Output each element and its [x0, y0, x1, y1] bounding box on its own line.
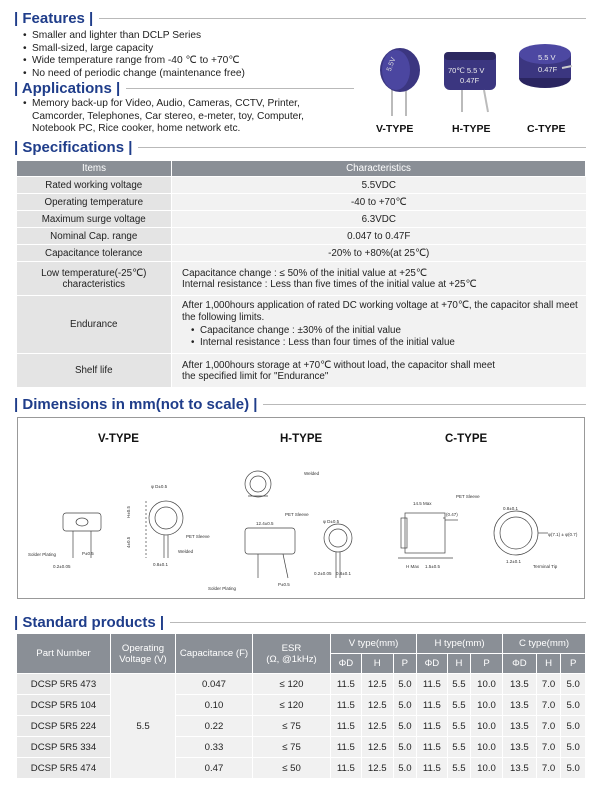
features-list [22, 30, 352, 80]
c-note: PET Sleeve [456, 494, 480, 499]
table-row [17, 211, 586, 228]
h-note: 0.2±0.05 [314, 571, 332, 576]
header-items: Items [17, 161, 172, 177]
table-cell: 5.5 [447, 716, 470, 737]
table-cell: DCSP 5R5 104 [17, 695, 111, 716]
c-note: 1.5±0.5 [425, 564, 440, 569]
table-cell: 12.5 [361, 695, 393, 716]
v-type-capacitor-image [380, 48, 420, 116]
list-item: • Wide temperature range from -40 ℃ to +70℃ [22, 55, 352, 68]
table-cell: Capacitance change : ≤ 50% of the initial value at +25℃ Internal resistance : Less than five times of the initial value at +25℃ [172, 262, 586, 296]
c-note: 14.5 Max [413, 501, 432, 506]
table-cell: 10.0 [471, 716, 503, 737]
c-note: 0.8±0.1 [503, 506, 518, 511]
specifications-heading: | Specifications | [14, 139, 586, 156]
table-cell: 13.5 [503, 674, 537, 695]
table-cell: Shelf life [17, 354, 172, 388]
table-row [17, 228, 586, 245]
table-cell: ≤ 120 [253, 674, 331, 695]
header-h-type: H type(mm) [417, 634, 503, 654]
table-header-cell: P [393, 654, 416, 674]
table-cell: 0.47 [176, 758, 253, 779]
table-header-cell: P [561, 654, 586, 674]
table-cell: 5.5 [447, 695, 470, 716]
table-cell: ≤ 50 [253, 758, 331, 779]
table-header-cell: ΦD [503, 654, 537, 674]
c-marking-2: 0.47F [538, 65, 558, 74]
c-note: H Max [406, 564, 420, 569]
table-cell: 5.0 [561, 695, 586, 716]
table-cell: 11.5 [331, 737, 362, 758]
table-cell: 12.5 [361, 737, 393, 758]
table-row [17, 177, 586, 194]
features-heading: | Features | [14, 10, 586, 27]
table-cell: ≤ 120 [253, 695, 331, 716]
table-cell: 5.0 [393, 695, 416, 716]
c-type-label: C-TYPE [527, 123, 566, 135]
list-item: • No need of periodic change (maintenance free) [22, 68, 352, 81]
dim-h-type-title: H-TYPE [280, 433, 323, 445]
table-cell: 0.047 [176, 674, 253, 695]
h-note: PET Sleeve [285, 512, 309, 517]
table-row [17, 695, 586, 716]
table-cell: Operating temperature [17, 194, 172, 211]
table-row [17, 296, 586, 354]
table-cell: 11.5 [331, 716, 362, 737]
table-cell: Capacitance tolerance [17, 245, 172, 262]
table-row [17, 262, 586, 296]
table-header-cell: H [447, 654, 470, 674]
h-note: Solder Plating [208, 586, 237, 591]
table-cell: 5.0 [561, 758, 586, 779]
h-note: Welded [304, 471, 320, 476]
table-cell: DCSP 5R5 474 [17, 758, 111, 779]
h-note: φ D±0.5 [323, 519, 340, 524]
v-marking: 5.5V [385, 56, 398, 73]
table-header-cell: ΦD [417, 654, 448, 674]
header-capacitance: Capacitance (F) [176, 634, 253, 674]
specifications-table [16, 160, 586, 388]
table-cell: 11.5 [417, 695, 448, 716]
table-cell: 0.22 [176, 716, 253, 737]
c-type-drawing [398, 511, 548, 558]
table-cell: 5.0 [393, 716, 416, 737]
header-part: Part Number [17, 634, 111, 674]
table-cell: After 1,000hours storage at +70℃ without load, the capacitor shall meet the specified limit for "Endurance" [172, 354, 586, 388]
table-row [17, 194, 586, 211]
h-marking-2: 0.47F [460, 76, 480, 85]
table-cell: 11.5 [417, 716, 448, 737]
table-header-cell: H [361, 654, 393, 674]
table-cell: 11.5 [331, 758, 362, 779]
table-cell: 5.0 [393, 674, 416, 695]
dimensions-drawing-box [17, 417, 585, 599]
table-cell: 0.047 to 0.47F [172, 228, 586, 245]
dimension-drawings [18, 418, 584, 598]
v-note: 0.2±0.05 [53, 564, 71, 569]
table-cell: 10.0 [471, 737, 503, 758]
table-cell: 10.0 [471, 695, 503, 716]
table-row [17, 737, 586, 758]
table-cell: 13.5 [503, 758, 537, 779]
v-note: Welded [178, 549, 194, 554]
table-cell: ≤ 75 [253, 716, 331, 737]
c-type-capacitor-image [519, 44, 572, 88]
table-row [17, 758, 586, 779]
table-cell: 12.5 [361, 674, 393, 695]
c-marking-1: 5.5 V [538, 53, 556, 62]
table-cell: 5.0 [561, 737, 586, 758]
product-photos [362, 20, 587, 125]
table-cell: Low temperature(-25℃) characteristics [17, 262, 172, 296]
table-cell: 11.5 [417, 737, 448, 758]
applications-heading: | Applications | [14, 80, 354, 97]
table-row [17, 245, 586, 262]
table-cell: 10.0 [471, 758, 503, 779]
c-note: Terminal Tip [533, 564, 558, 569]
table-cell: DCSP 5R5 224 [17, 716, 111, 737]
dim-v-type-title: V-TYPE [98, 433, 139, 445]
v-note: Solder Plating [28, 552, 57, 557]
table-cell: ≤ 75 [253, 737, 331, 758]
table-cell: 7.0 [536, 695, 561, 716]
table-cell: -20% to +80%(at 25℃) [172, 245, 586, 262]
table-cell: 5.5VDC [172, 177, 586, 194]
table-cell: DCSP 5R5 473 [17, 674, 111, 695]
header-esr: ESR (Ω, @1kHz) [253, 634, 331, 674]
v-note: H±0.5 [126, 506, 131, 518]
products-table [16, 633, 586, 779]
table-header-cell: P [471, 654, 503, 674]
table-cell: 12.5 [361, 716, 393, 737]
h-type-capacitor-image [444, 52, 496, 112]
table-cell: 0.33 [176, 737, 253, 758]
table-cell: 7.0 [536, 674, 561, 695]
table-cell: 11.5 [331, 695, 362, 716]
table-cell: 7.0 [536, 737, 561, 758]
table-cell: After 1,000hours application of rated DC working voltage at +70℃, the capacitor shall meet the following limits. • Capacitance change : ±30% of the initial value • Internal resistance : Less than four times of the initial value [172, 296, 586, 354]
table-cell: 5.5 [447, 674, 470, 695]
c-note: 1.2±0.1 [506, 559, 521, 564]
table-cell: 5.0 [393, 758, 416, 779]
h-type-label: H-TYPE [452, 123, 491, 135]
table-header-cell: H [536, 654, 561, 674]
table-row [17, 716, 586, 737]
v-note: 0.8±0.1 [153, 562, 168, 567]
table-cell: DCSP 5R5 334 [17, 737, 111, 758]
v-note: P±0.5 [82, 551, 94, 556]
table-cell: 5.0 [561, 674, 586, 695]
v-note: φ D±0.5 [151, 484, 168, 489]
h-note: P±0.5 [278, 582, 290, 587]
applications-list [22, 98, 362, 136]
table-cell: 7.0 [536, 758, 561, 779]
table-cell: 10.0 [471, 674, 503, 695]
h-note: 12.4±0.5 [256, 521, 274, 526]
v-type-drawing [63, 501, 183, 558]
table-cell: 5.0 [561, 716, 586, 737]
voltage-cell: 5.5 [111, 674, 176, 779]
table-cell: 5.0 [393, 737, 416, 758]
header-characteristics: Characteristics [172, 161, 586, 177]
dimensions-heading: | Dimensions in mm(not to scale) | [14, 396, 586, 413]
table-cell: Rated working voltage [17, 177, 172, 194]
table-row [17, 674, 586, 695]
header-c-type: C type(mm) [503, 634, 586, 654]
v-note: PET Sleeve [186, 534, 210, 539]
table-header-cell: ΦD [331, 654, 362, 674]
header-voltage: Operating Voltage (V) [111, 634, 176, 674]
table-cell: 11.5 [417, 758, 448, 779]
header-v-type: V type(mm) [331, 634, 417, 654]
table-cell: 7.0 [536, 716, 561, 737]
c-note: (0.47) [446, 512, 458, 517]
h-marking-1: 70℃ 5.5 V [448, 66, 485, 75]
standard-products-heading: | Standard products | [14, 614, 586, 631]
table-cell: 11.5 [331, 674, 362, 695]
table-cell: Endurance [17, 296, 172, 354]
list-item: • Smaller and lighter than DCLP Series [22, 30, 352, 43]
table-cell: 13.5 [503, 737, 537, 758]
table-cell: -40 to +70℃ [172, 194, 586, 211]
table-cell: 5.5 [447, 737, 470, 758]
table-cell: Nominal Cap. range [17, 228, 172, 245]
table-cell: 6.3VDC [172, 211, 586, 228]
h-note: 0.8±0.1 [336, 571, 351, 576]
v-type-label: V-TYPE [376, 123, 414, 135]
c-note: φ(7.1) ± φ(0.7) [548, 532, 578, 537]
table-cell: 11.5 [417, 674, 448, 695]
list-item: • Memory back-up for Video, Audio, Cameras, CCTV, Printer, Camcorder, Telephones, Car stereo, e-meter, toy, Computer, Notebook PC, Rice cooker, home network etc. [22, 98, 362, 136]
table-cell: 13.5 [503, 716, 537, 737]
dim-c-type-title: C-TYPE [445, 433, 488, 445]
table-cell: Maximum surge voltage [17, 211, 172, 228]
table-row [17, 354, 586, 388]
v-note: 4±0.5 [126, 536, 131, 548]
table-cell: 12.5 [361, 758, 393, 779]
list-item: • Small-sized, large capacity [22, 43, 352, 56]
table-cell: 5.5 [447, 758, 470, 779]
table-cell: 13.5 [503, 695, 537, 716]
table-cell: 0.10 [176, 695, 253, 716]
